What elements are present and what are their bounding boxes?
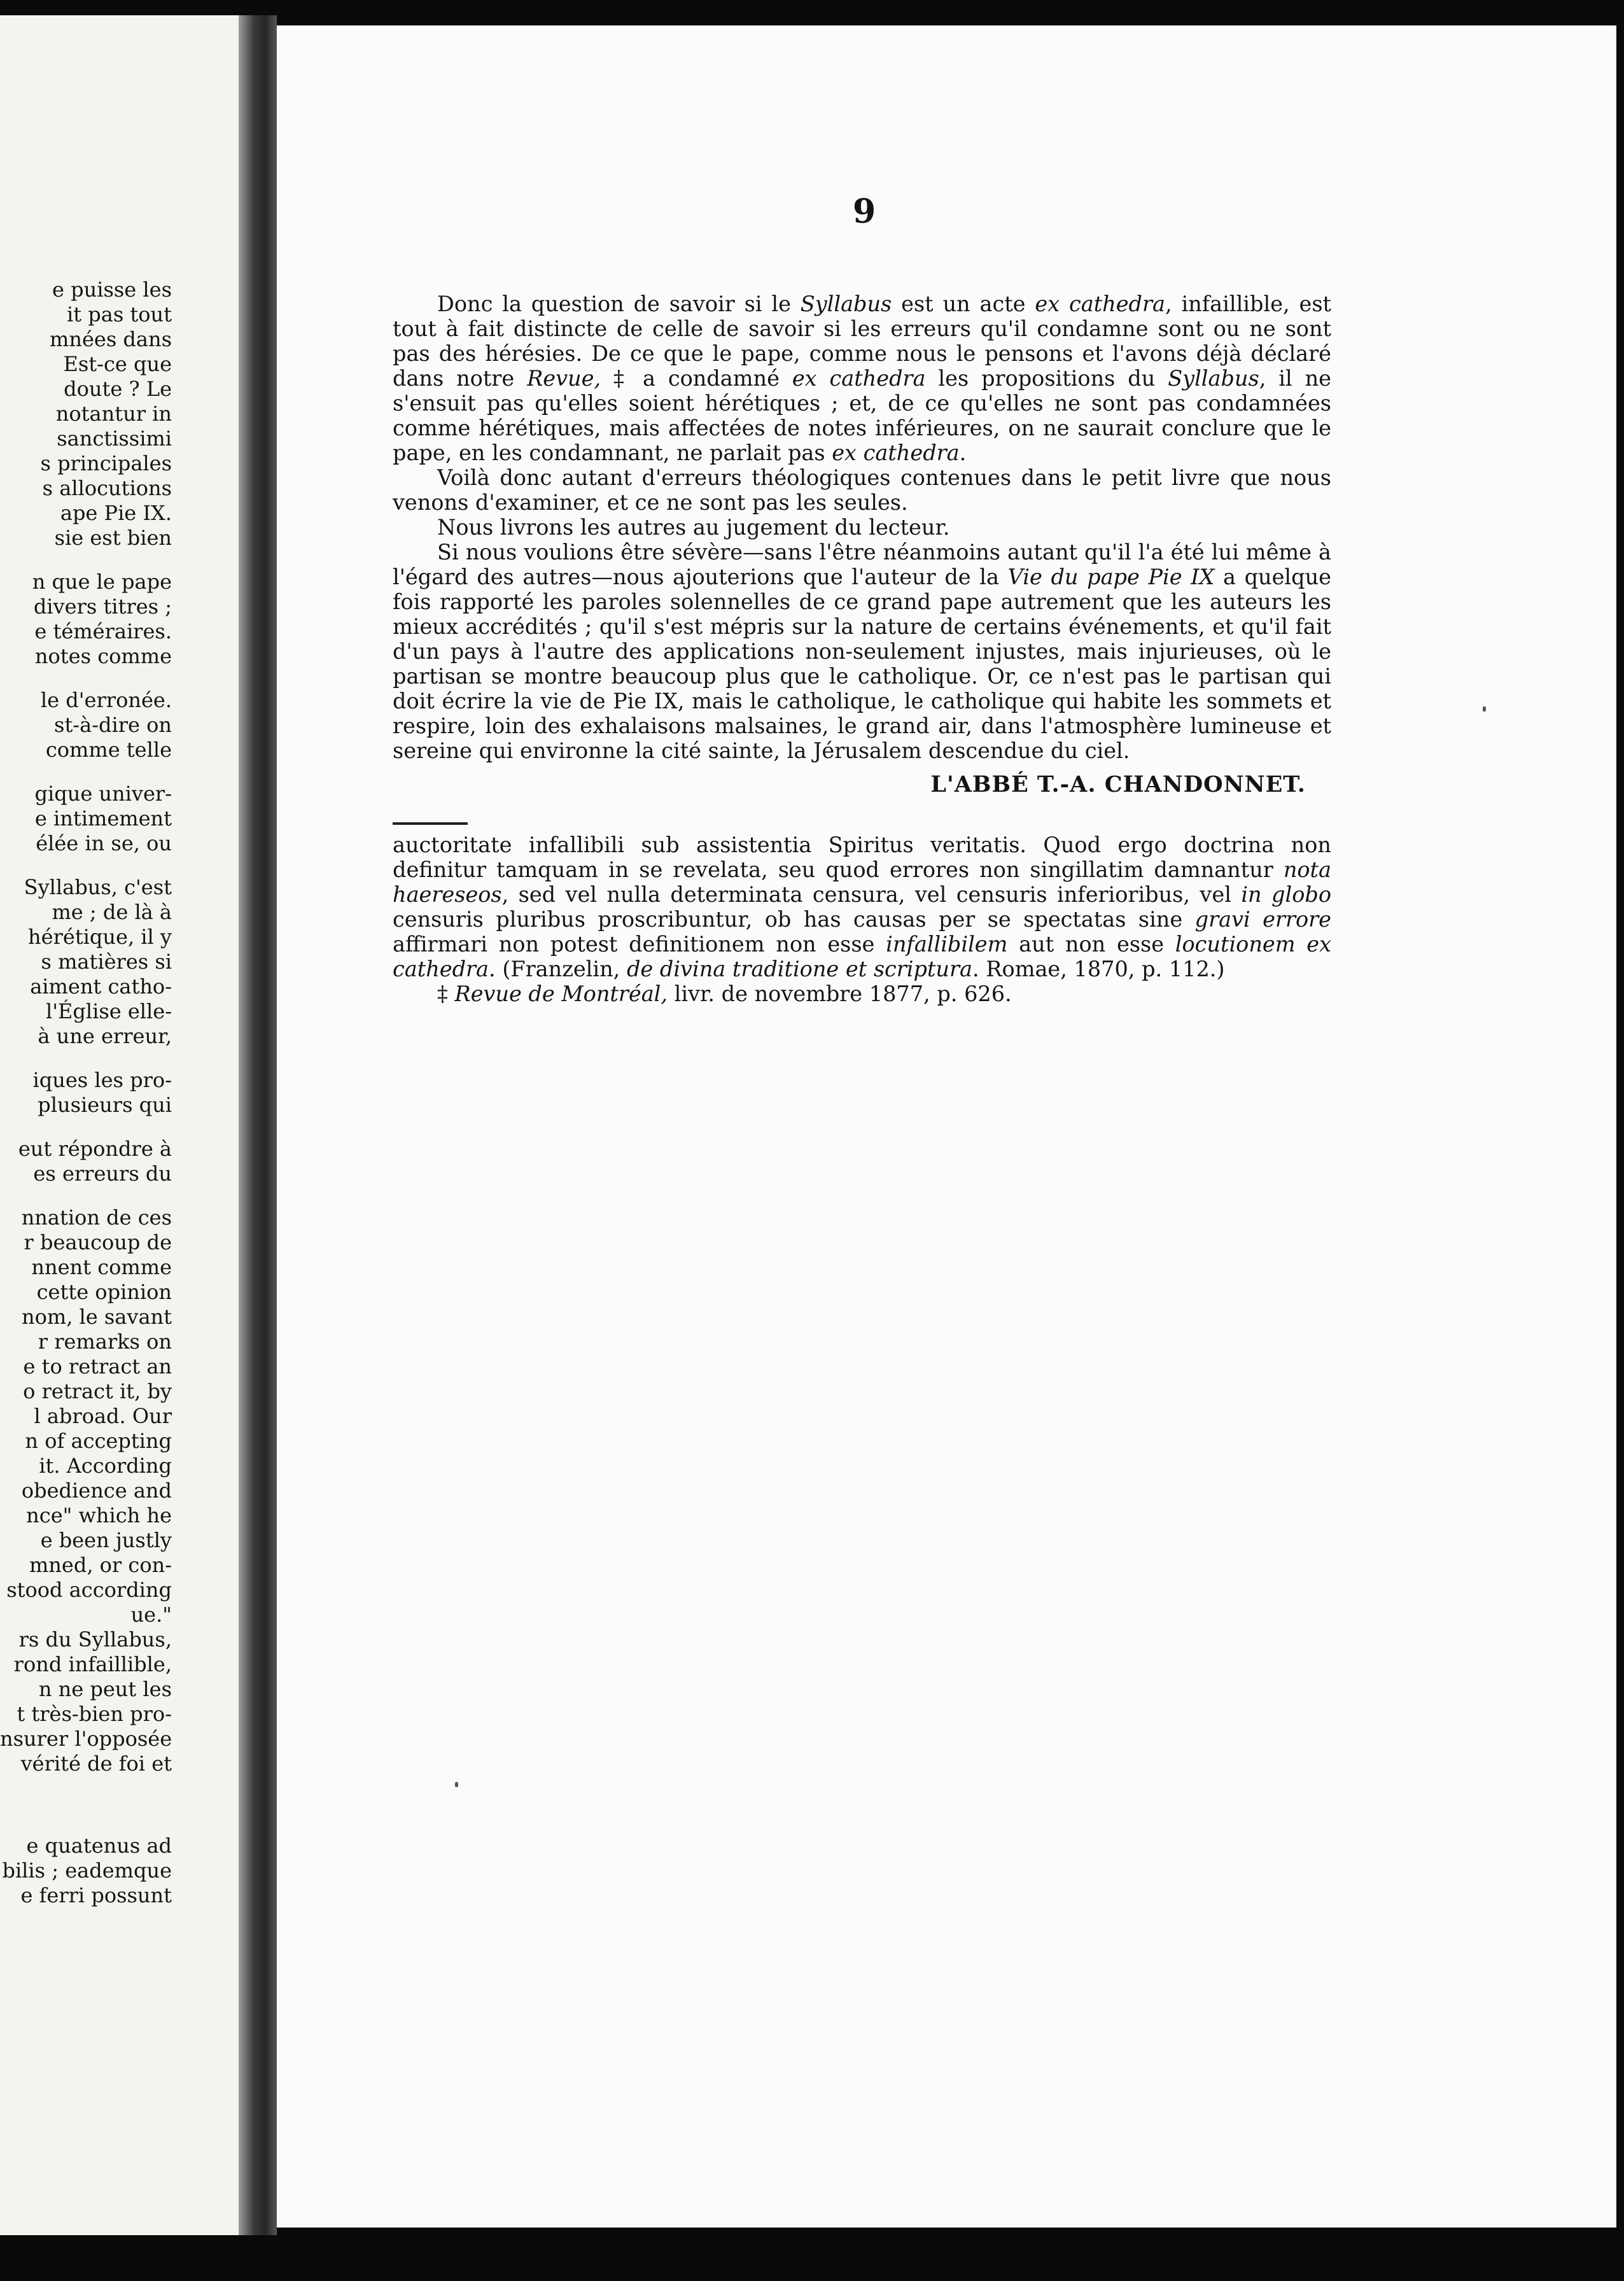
page-body [393,291,1331,1006]
paragraph-4 [393,540,1331,763]
left-page-line: bilis ; eademque [2,1858,172,1883]
left-page-line: nsurer l'opposée [0,1727,172,1751]
left-page-line: doute ? Le [64,377,172,401]
left-page-line: s principales [40,451,172,475]
left-page-line: rond infaillible, [13,1652,172,1676]
left-page-line [0,1118,172,1137]
left-page-line: plusieurs qui [38,1093,172,1117]
left-page-line: s allocutions [42,476,172,500]
left-page-line: e quatenus ad [26,1834,172,1858]
left-page-line: aiment catho- [30,974,172,999]
left-page-line: rs du Syllabus, [18,1627,172,1652]
left-page-line: me ; de là à [52,900,172,924]
p1-text: Donc la question de savoir si le Syllabus est un acte ex cathedra, infaillible, est tout à fait distincte de celle de savoir si les erreurs qu'il condamne sont ou ne sont pas des hérésies. De ce que le pape, comme nous le pensons et l'avons déjà déclaré dans notre Revue, ‡ a condamné ex cathedra les propositions du Syllabus, il ne s'ensuit pas qu'elles soient hérétiques ; et, de ce qu'elles ne sont pas condamnées comme hérétiques, mais affectées de notes inférieures, on ne saurait conclure que le pape, en les condamnant, ne parlait pas ex cathedra. [393,291,1331,465]
left-page-line: it pas tout [66,302,172,326]
left-page-line: it. According [39,1454,172,1478]
author-signature: L'ABBÉ T.-A. CHANDONNET. [930,771,1306,797]
scan-speck [455,1782,458,1787]
left-page-line: e to retract an [23,1354,172,1379]
left-page-line [0,551,172,570]
page-number: 9 [853,192,876,231]
left-page-line: nce" which he [26,1503,172,1527]
left-page-line: o retract it, by [23,1379,172,1403]
left-page-line: mnées dans [49,327,172,351]
left-page-line: s matières si [41,950,172,974]
left-page-line [0,1186,172,1205]
left-page-line [0,1814,172,1834]
left-page-line: notantur in [55,402,172,426]
left-page-line: Syllabus, c'est [24,875,172,899]
left-page-line: sie est bien [54,526,172,550]
left-page-line: iques les pro- [32,1068,172,1092]
right-page [277,25,1616,2228]
left-page-line: e ferri possunt [20,1883,172,1907]
left-page-line: cette opinion [36,1280,172,1304]
left-page-line: n of accepting [25,1429,172,1453]
left-page-line: n que le pape [32,570,172,594]
left-page-line: es erreurs du [33,1162,172,1186]
paragraph-2: Voilà donc autant d'erreurs théologiques contenues dans le petit livre que nous venons d'examiner, et ce ne sont pas les seules. [393,465,1331,515]
left-page-line: à une erreur, [38,1024,172,1048]
left-page-line: élée in se, ou [36,831,172,855]
left-page-line: n ne peut les [38,1677,172,1701]
footnote-reference: ‡ Revue de Montréal, livr. de novembre 1877, p. 626. [437,981,1012,1006]
left-page-line [0,1776,172,1795]
left-page-line: nnation de ces [21,1205,172,1230]
left-page-line: t très-bien pro- [17,1702,172,1726]
left-page-line: nom, le savant [21,1305,172,1329]
left-page-line: sanctissimi [57,426,172,451]
left-page-line: notes comme [34,644,172,668]
left-page-line: stood according [6,1578,172,1602]
left-page-line: eut répondre à [18,1137,172,1161]
left-page-line: divers titres ; [33,594,172,619]
left-page-line: vérité de foi et [20,1751,172,1776]
book-gutter [239,15,277,2235]
left-page-line: l'Église elle- [45,999,172,1023]
left-page-line: Est-ce que [63,352,172,376]
left-page-line: gique univer- [34,782,172,806]
left-page-line: st-à-dire on [54,713,172,737]
left-page-line: obedience and [21,1478,172,1503]
scan-speck [1483,706,1486,712]
left-page-line: e puisse les [52,277,172,302]
left-page-line: ape Pie IX. [60,501,172,525]
left-page-line: mned, or con- [29,1553,172,1577]
paragraph-3: Nous livrons les autres au jugement du lecteur. [437,515,950,540]
left-page-text-fragments [0,277,172,1908]
p4-text: Si nous voulions être sévère—sans l'être néanmoins autant qu'il l'a été lui même à l'égard des autres—nous ajouterions que l'auteur de la Vie du pape Pie IX a quelque fois rapporté les paroles solennelles de ce grand pape autrement que les auteurs les mieux accrédités ; qu'il s'est mépris sur la nature de certains événements, et qu'il fait d'un pays à l'autre des applications non-seulement injustes, mais injurieuses, où le partisan se montre beaucoup plus que le catholique. Or, ce n'est pas le partisan qui doit écrire la vie de Pie IX, mais le catholique, le catholique qui habite les sommets et respire, loin des exhalaisons malsaines, le grand air, dans l'atmosphère lumineuse et sereine qui environne la cité sainte, la Jérusalem descendue du ciel. [393,540,1331,763]
left-page-line [0,1049,172,1068]
footnote-separator [393,822,468,825]
left-page-line [0,669,172,688]
left-facing-page [0,15,239,2235]
left-page-line [0,1795,172,1814]
left-page-line: r remarks on [38,1330,172,1354]
left-page-line: r beaucoup de [24,1230,172,1254]
footnote-latin: auctoritate infallibili sub assistentia Spiritus veritatis. Quod ergo doctrina non definitur tamquam in se revelata, seu quod errores non singillatim damnantur nota haereseos, sed vel nulla determinata censura, vel censuris inferioribus, vel in globo censuris pluribus proscribuntur, ob has causas per se spectatas sine gravi errore affirmari non potest definitionem non esse infallibilem aut non esse locutionem ex cathedra. (Franzelin, de divina traditione et scriptura. Romae, 1870, p. 112.) [393,832,1331,981]
left-page-line: e been justly [40,1528,172,1552]
left-page-line: l abroad. Our [34,1404,172,1428]
left-page-line: e intimement [34,806,172,831]
paragraph-1 [393,291,1331,465]
left-page-line: le d'erronée. [40,688,172,712]
footnotes [393,832,1331,1006]
left-page-line: comme telle [45,738,172,762]
left-page-line: hérétique, il y [28,925,172,949]
left-page-line: ue." [130,1603,172,1627]
left-page-line: e téméraires. [34,619,172,643]
left-page-line [0,856,172,875]
left-page-line [0,762,172,782]
left-page-line: nnent comme [31,1255,172,1279]
